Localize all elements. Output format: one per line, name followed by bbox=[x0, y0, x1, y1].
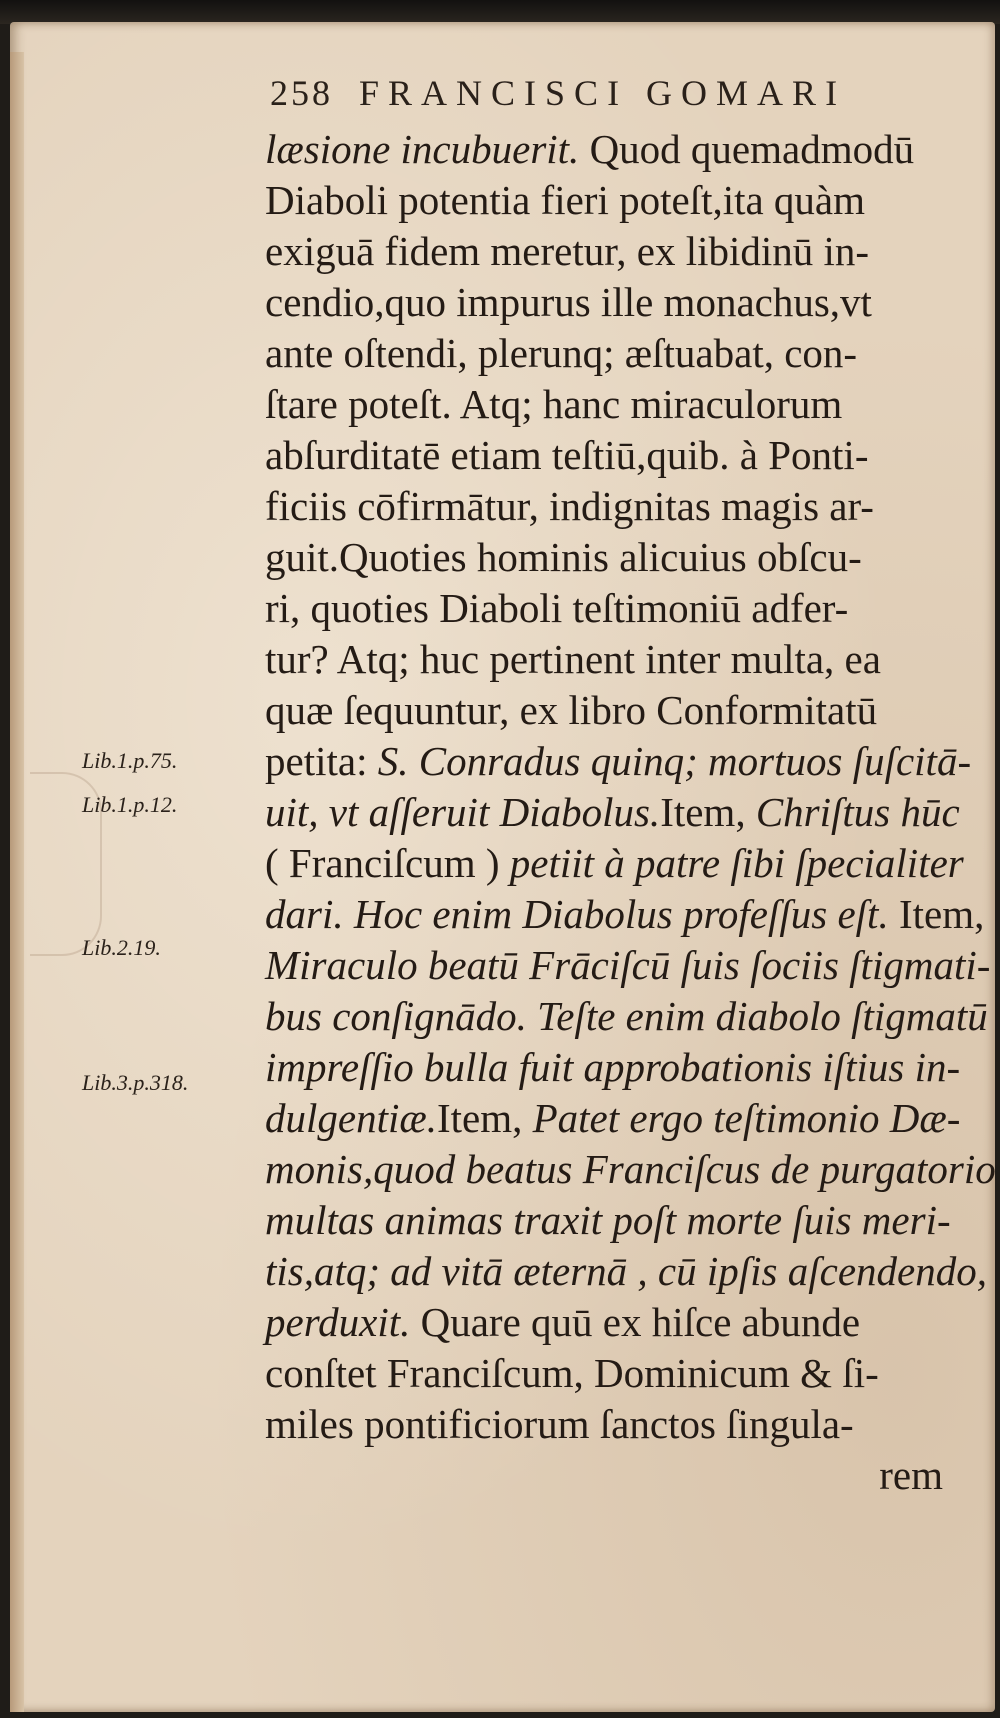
body-text bbox=[265, 124, 996, 1501]
text-segment: monis,quod beatus Franciſcus de purgatorio bbox=[265, 1146, 996, 1192]
text-line bbox=[265, 685, 965, 736]
text-line bbox=[265, 328, 965, 379]
text-segment: Diaboli potentia fieri poteſt,ita quàm bbox=[265, 177, 866, 223]
text-line bbox=[265, 226, 965, 277]
text-segment: Quare quū ex hiſce abunde bbox=[410, 1299, 861, 1345]
text-segment: ante oſtendi, plerunq; æſtuabat, con- bbox=[265, 330, 858, 376]
text-line bbox=[265, 124, 965, 175]
running-title: FRANCISCI GOMARI bbox=[359, 73, 847, 113]
text-line bbox=[265, 838, 965, 889]
text-segment: S. Conradus quinq; mortuos ſuſcitā- bbox=[377, 738, 972, 784]
text-line bbox=[265, 634, 965, 685]
text-segment: multas animas traxit poſt morte ſuis meri- bbox=[265, 1197, 951, 1243]
text-segment: quæ ſequuntur, ex libro Conformitatū bbox=[265, 687, 878, 733]
text-line bbox=[265, 940, 991, 991]
text-line bbox=[265, 889, 985, 940]
text-segment: conſtet Franciſcum, Dominicum & ſi- bbox=[265, 1350, 879, 1396]
text-line bbox=[265, 175, 965, 226]
text-segment: abſurditatē etiam teſtiū,quib. à Ponti- bbox=[265, 432, 869, 478]
text-segment: perduxit. bbox=[265, 1299, 411, 1345]
text-segment: guit.Quoties hominis alicuius obſcu- bbox=[265, 534, 862, 580]
text-segment: ſtare poteſt. Atq; hanc miraculorum bbox=[265, 381, 843, 427]
text-segment: tur? Atq; huc pertinent inter multa, ea bbox=[265, 636, 881, 682]
text-segment: Chriſtus hūc bbox=[755, 789, 960, 835]
text-line bbox=[265, 1144, 996, 1195]
book-gutter-shadow bbox=[0, 0, 1000, 24]
text-segment: tis,atq; ad vitā æternā , cū ipſis aſcendendo, bbox=[265, 1248, 987, 1294]
text-segment: ficiis cōfirmātur, indignitas magis ar- bbox=[265, 483, 874, 529]
text-line bbox=[265, 583, 965, 634]
text-line bbox=[265, 532, 965, 583]
text-segment: Miraculo beatū Frāciſcū ſuis ſociis ſtigmati- bbox=[265, 942, 991, 988]
text-line bbox=[265, 277, 965, 328]
text-line bbox=[265, 1246, 987, 1297]
text-line bbox=[265, 736, 972, 787]
text-line bbox=[265, 379, 965, 430]
text-segment: Patet ergo teſtimonio Dæ- bbox=[532, 1095, 961, 1141]
margin-note-4: Lib.3.p.318. bbox=[82, 1070, 189, 1095]
text-segment: Item, bbox=[888, 891, 985, 937]
text-segment: exiguā fidem meretur, ex libidinū in- bbox=[265, 228, 870, 274]
catchword: rem bbox=[879, 1452, 943, 1498]
text-segment: Quod quemadmodū bbox=[589, 126, 915, 172]
text-line bbox=[265, 1297, 965, 1348]
text-segment: miles pontificiorum ſanctos ſingula- bbox=[265, 1401, 854, 1447]
margin-note-3: Lib.2.19. bbox=[82, 935, 161, 960]
margin-note-2: Lib.1.p.12. bbox=[82, 792, 178, 817]
text-segment: dulgentiæ. bbox=[265, 1095, 437, 1141]
margin-note-1: Lib.1.p.75. bbox=[82, 748, 178, 773]
text-segment: bus conſignādo. Teſte enim diabolo ſtigmatū bbox=[265, 993, 988, 1039]
page-number: 258 bbox=[270, 73, 333, 113]
text-line bbox=[265, 991, 988, 1042]
text-segment: ri, quoties Diaboli teſtimoniū adfer- bbox=[265, 585, 849, 631]
text-segment: læsione incubuerit. bbox=[265, 126, 590, 172]
text-segment: impreſſio bulla fuit approbationis iſtius in- bbox=[265, 1044, 961, 1090]
text-line bbox=[265, 1399, 965, 1450]
running-header bbox=[270, 72, 970, 122]
text-segment: petita: bbox=[265, 738, 378, 784]
text-segment: petiit à patre ſibi ſpecialiter bbox=[509, 840, 964, 886]
text-line bbox=[265, 430, 965, 481]
text-line bbox=[265, 787, 965, 838]
text-line bbox=[265, 481, 965, 532]
text-line bbox=[265, 1348, 965, 1399]
text-segment: cendio,quo impurus ille monachus,vt bbox=[265, 279, 872, 325]
text-segment: Item, bbox=[436, 1095, 533, 1141]
text-line bbox=[265, 1093, 965, 1144]
text-line bbox=[265, 1042, 965, 1093]
text-segment: uit, vt aſſeruit Diabolus. bbox=[265, 789, 661, 835]
text-segment: dari. Hoc enim Diabolus profeſſus eſt. bbox=[265, 891, 889, 937]
text-segment: Item, bbox=[660, 789, 756, 835]
text-line bbox=[265, 1195, 965, 1246]
text-segment: ( Franciſcum ) bbox=[265, 840, 510, 886]
page-edge bbox=[10, 52, 24, 1712]
